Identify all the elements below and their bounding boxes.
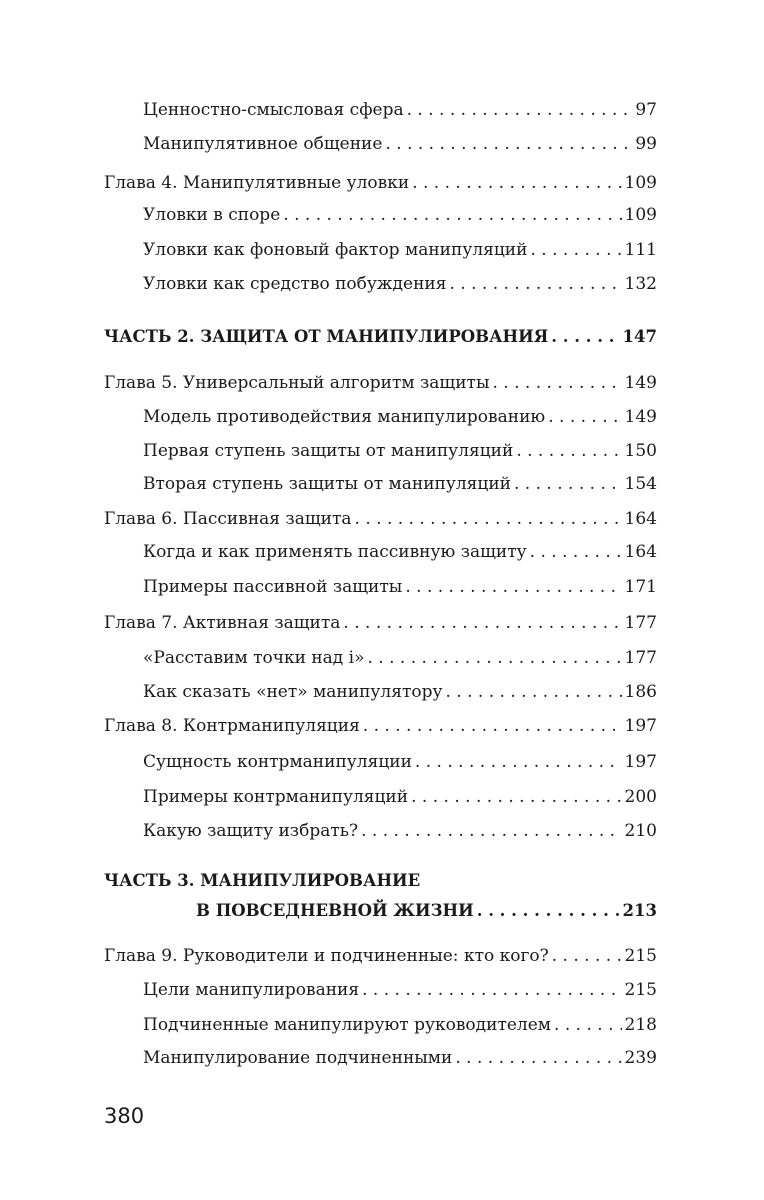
- leader-dots: [405, 576, 621, 598]
- toc-entry-title: Глава 5. Универсальный алгоритм защиты: [104, 373, 490, 393]
- toc-entry-title: Примеры контрманипуляций: [143, 787, 409, 807]
- toc-entry-sub: [143, 99, 657, 121]
- toc-entry-part: [104, 326, 657, 348]
- toc-entry-title: Глава 9. Руководители и подчиненные: кто кого?: [104, 946, 549, 966]
- toc-entry-title: Манипулирование подчиненными: [143, 1048, 453, 1068]
- leader-dots: [554, 1014, 622, 1036]
- toc-entry-title: Глава 7. Активная защита: [104, 613, 341, 633]
- toc-entry-page: 109: [624, 173, 657, 193]
- leader-dots: [445, 681, 621, 703]
- toc-entry-sub: [143, 473, 657, 495]
- leader-dots: [477, 900, 620, 922]
- toc-entry-page: 197: [624, 752, 657, 772]
- toc-entry-sub: [143, 440, 657, 462]
- toc-entry-page: 171: [624, 577, 657, 597]
- toc-entry-title: «Расставим точки над i»: [143, 648, 365, 668]
- leader-dots: [368, 647, 622, 669]
- toc-entry-title: Уловки как фоновый фактор манипуляций: [143, 240, 528, 260]
- toc-entry-sub: [143, 979, 657, 1001]
- toc-entry-title: Сущность контрманипуляции: [143, 752, 412, 772]
- toc-entry-sub: [143, 273, 657, 295]
- toc-entry-sub: [143, 204, 657, 226]
- toc-entry-sub: [143, 541, 657, 563]
- toc-entry-page: 200: [624, 787, 657, 807]
- toc-entry-title: Подчиненные манипулируют руководителем: [143, 1015, 552, 1035]
- toc-entry-part: [196, 900, 657, 922]
- toc-entry-chapter: [104, 172, 657, 194]
- toc-entry-sub: [143, 1014, 657, 1036]
- leader-dots: [551, 326, 619, 348]
- toc-entry-title: Манипулятивное общение: [143, 134, 383, 154]
- toc-entry-sub: [143, 681, 657, 703]
- toc-entry-page: 213: [622, 901, 657, 920]
- toc-entry-sub: [143, 133, 657, 155]
- part3-heading-line1: ЧАСТЬ 3. МАНИПУЛИРОВАНИЕ: [104, 871, 421, 890]
- leader-dots: [343, 612, 621, 634]
- toc-entry-page: 164: [624, 542, 657, 562]
- toc-entry-sub: [143, 751, 657, 773]
- toc-entry-sub: [143, 786, 657, 808]
- toc-entry-page: 215: [624, 946, 657, 966]
- toc-entry-page: 149: [624, 407, 657, 427]
- leader-dots: [514, 473, 622, 495]
- leader-dots: [363, 715, 622, 737]
- leader-dots: [362, 979, 621, 1001]
- toc-entry-title: Глава 8. Контрманипуляция: [104, 716, 360, 736]
- toc-entry-sub: [143, 647, 657, 669]
- toc-entry-page: 109: [624, 205, 657, 225]
- leader-dots: [530, 239, 621, 261]
- toc-entry-page: 210: [624, 821, 657, 841]
- leader-dots: [355, 508, 622, 530]
- toc-entry-chapter: [104, 715, 657, 737]
- toc-entry-title: Когда и как применять пассивную защиту: [143, 542, 527, 562]
- toc-entry-title: ЧАСТЬ 2. ЗАЩИТА ОТ МАНИПУЛИРОВАНИЯ: [104, 327, 549, 346]
- leader-dots: [493, 372, 622, 394]
- toc-entry-title: В ПОВСЕДНЕВНОЙ ЖИЗНИ: [196, 901, 474, 920]
- toc-entry-chapter: [104, 372, 657, 394]
- toc-entry-title: Уловки как средство побуждения: [143, 274, 447, 294]
- leader-dots: [530, 541, 622, 563]
- leader-dots: [552, 945, 622, 967]
- leader-dots: [548, 406, 621, 428]
- toc-entry-title: Глава 4. Манипулятивные уловки: [104, 173, 410, 193]
- toc-entry-page: 239: [624, 1048, 657, 1068]
- toc-entry-page: 186: [624, 682, 657, 702]
- leader-dots: [385, 133, 632, 155]
- toc-entry-page: 150: [624, 441, 657, 461]
- leader-dots: [449, 273, 621, 295]
- toc-entry-title: Уловки в споре: [143, 205, 281, 225]
- toc-entry-page: 177: [624, 648, 657, 668]
- toc-entry-sub: [143, 406, 657, 428]
- toc-entry-title: Первая ступень защиты от манипуляций: [143, 441, 514, 461]
- leader-dots: [411, 786, 621, 808]
- leader-dots: [415, 751, 622, 773]
- leader-dots: [407, 99, 633, 121]
- toc-entry-page: 132: [624, 274, 657, 294]
- toc-entry-title: Вторая ступень защиты от манипуляций: [143, 474, 511, 494]
- leader-dots: [455, 1047, 621, 1069]
- toc-entry-sub: [143, 1047, 657, 1069]
- toc-entry-title: Глава 6. Пассивная защита: [104, 509, 352, 529]
- toc-entry-page: 164: [624, 509, 657, 529]
- toc-entry-title: Ценностно-смысловая сфера: [143, 100, 404, 120]
- toc-entry-page: 218: [624, 1015, 657, 1035]
- toc-entry-page: 197: [624, 716, 657, 736]
- toc-entry-title: Примеры пассивной защиты: [143, 577, 403, 597]
- toc-entry-page: 149: [624, 373, 657, 393]
- toc-entry-chapter: [104, 612, 657, 634]
- toc-entry-chapter: [104, 945, 657, 967]
- toc-entry-page: 147: [622, 327, 657, 346]
- toc-entry-chapter: [104, 508, 657, 530]
- toc-entry-page: 177: [624, 613, 657, 633]
- toc-entry-title: Как сказать «нет» манипулятору: [143, 682, 443, 702]
- toc-entry-title: Модель противодействия манипулированию: [143, 407, 546, 427]
- page-number: 380: [104, 1104, 145, 1128]
- toc-entry-page: 99: [635, 134, 657, 154]
- toc-entry-page: 97: [635, 100, 657, 120]
- toc-entry-sub: [143, 239, 657, 261]
- leader-dots: [516, 440, 621, 462]
- toc-entry-title: Какую защиту избрать?: [143, 821, 359, 841]
- leader-dots: [361, 820, 621, 842]
- toc-entry-page: 111: [624, 240, 657, 260]
- leader-dots: [283, 204, 621, 226]
- toc-entry-page: 215: [624, 980, 657, 1000]
- toc-entry-page: 154: [624, 474, 657, 494]
- leader-dots: [412, 172, 621, 194]
- toc-entry-title: Цели манипулирования: [143, 980, 360, 1000]
- toc-entry-sub: [143, 820, 657, 842]
- toc-entry-sub: [143, 576, 657, 598]
